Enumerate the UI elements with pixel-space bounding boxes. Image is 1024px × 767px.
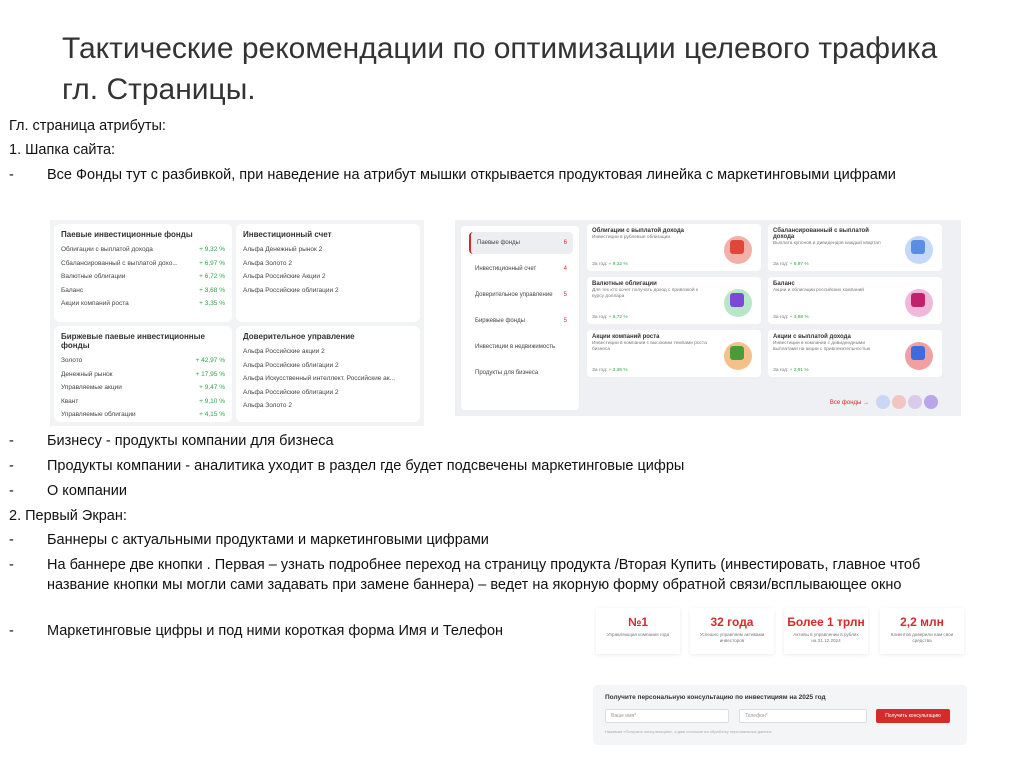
fund-card-desc: Акции и облигации российских компаний — [773, 288, 864, 293]
fund-row[interactable] — [61, 243, 225, 257]
mutual-funds-card — [54, 224, 232, 322]
fund-link[interactable]: Альфа Российские Акции 2 — [243, 273, 326, 281]
stat-value: Более 1 трлн — [787, 615, 865, 629]
fund-card-desc: Инвестиции в компании с дивидендными выплатами на акции с привлекательностью — [773, 341, 871, 352]
funds-menu-screenshot-b — [455, 220, 961, 416]
nav-item-count: 5 — [563, 292, 567, 298]
fund-card-desc: Инвестиции в рублевые облигации — [592, 235, 671, 240]
fund-card-yield — [773, 262, 809, 267]
nav-item[interactable] — [469, 232, 573, 254]
bullet-text: На баннере две кнопки . Первая – узнать подробнее переход на страницу продукта /Вторая Купить (инвестировать, главное чтоб название кнопки мы могли сами задавать при замене баннера) – ведет на якорную форму обратной связи/всплывающее окно — [47, 557, 921, 593]
fund-row[interactable] — [61, 395, 225, 409]
fund-card[interactable] — [587, 277, 761, 324]
nav-item-count: 4 — [563, 266, 567, 272]
bullet-dash: - — [9, 458, 14, 474]
nav-item-label: Биржевые фонды — [475, 318, 525, 324]
fund-card-title: Акции компаний роста — [592, 334, 660, 340]
fund-card[interactable] — [768, 224, 942, 271]
fund-name: Управляемые акции — [61, 384, 122, 392]
fund-row[interactable] — [61, 270, 225, 284]
yield-label: За год: — [592, 368, 608, 373]
phone-input[interactable]: Телефон* — [739, 709, 867, 723]
bullet-dash: - — [9, 167, 14, 183]
fund-yield: + 17,95 % — [195, 370, 225, 378]
fund-name: Баланс — [61, 286, 84, 294]
stat-caption: Управляющая компания года — [606, 632, 670, 637]
fund-link[interactable]: Альфа Денежный рынок 2 — [243, 246, 323, 253]
name-input[interactable]: Ваше имя* — [605, 709, 729, 723]
fund-link[interactable]: Альфа Искусственный интеллект. Российские ак... — [243, 375, 396, 383]
nav-item-count: 6 — [563, 240, 567, 246]
fund-card-desc: Инвестиции в компании с высокими темпами роста бизнеса — [592, 341, 707, 352]
bullet-text: О компании — [47, 483, 127, 499]
bullet-text: Продукты компании - аналитика уходит в раздел где будет подсвечены маркетинговые цифры — [47, 458, 685, 474]
fund-illustration-icon — [901, 230, 937, 266]
fund-name: Квант — [61, 397, 79, 405]
nav-item-label: Инвестиционный счет — [475, 266, 537, 272]
nav-item-label: Продукты для бизнеса — [475, 370, 539, 376]
stat-card — [596, 608, 680, 654]
fund-illustration-icon — [720, 230, 756, 266]
nav-item[interactable] — [469, 310, 573, 332]
fund-name: Валютные облигации — [61, 273, 126, 281]
fund-card[interactable] — [587, 224, 761, 271]
bullet-dash: - — [9, 532, 14, 548]
stat-caption: Успешно управляем активами инвесторов — [699, 632, 765, 643]
card-title: Доверительное управление — [243, 332, 355, 341]
yield-label: За год: — [592, 315, 608, 320]
yield-label: За год: — [773, 262, 789, 267]
section-header: 1. Шапка сайта: — [9, 142, 116, 158]
fund-card-desc: Выплата купонов и дивидендов каждый квартал — [773, 241, 881, 246]
fund-yield: + 9,47 % — [199, 384, 225, 392]
fund-row[interactable] — [61, 408, 225, 422]
nav-item[interactable] — [469, 284, 573, 306]
yield-value: + 6,72 % — [608, 315, 628, 320]
fund-yield: + 3,35 % — [199, 300, 225, 308]
fund-link[interactable]: Альфа Российские облигации 2 — [243, 361, 339, 369]
fund-row[interactable] — [61, 381, 225, 395]
nav-item-label: Доверительное управление — [475, 292, 553, 298]
fund-yield: + 3,68 % — [199, 286, 225, 294]
fund-name: Облигации с выплатой дохода — [61, 246, 153, 253]
bullet-text: Баннеры с актуальными продуктами и маркетинговыми цифрами — [47, 532, 489, 548]
exchange-funds-card — [54, 326, 232, 422]
fund-card-yield — [592, 368, 628, 373]
fund-name: Золото — [61, 357, 83, 364]
fund-yield: + 42,97 % — [195, 357, 225, 364]
form-title: Получите персональную консультацию по инвестициям на 2025 год — [605, 694, 826, 701]
fund-name: Денежный рынок — [61, 370, 113, 378]
fund-card-yield — [592, 262, 628, 267]
yield-value: + 9,32 % — [608, 262, 628, 267]
stat-card — [690, 608, 774, 654]
fund-yield: + 4,15 % — [199, 411, 225, 419]
fund-yield: + 9,32 % — [199, 246, 225, 253]
fund-card-yield — [773, 315, 809, 320]
fund-link[interactable]: Альфа Российские облигации 2 — [243, 388, 339, 396]
stat-caption: Клиентов доверили нам свои средства — [890, 632, 954, 643]
fund-card-yield — [592, 315, 628, 320]
nav-item[interactable] — [469, 258, 573, 280]
yield-label: За год: — [592, 262, 608, 267]
fund-link[interactable]: Альфа Золото 2 — [243, 259, 292, 267]
fund-row[interactable] — [61, 354, 225, 368]
card-title: Биржевые паевые инвестиционные фонды — [61, 332, 205, 350]
investment-account-card — [236, 224, 420, 322]
fund-row[interactable] — [61, 257, 225, 271]
stat-value: 2,2 млн — [900, 615, 944, 629]
bullet-text: Все Фонды тут с разбивкой, при наведение на атрибут мышки открывается продуктовая линейка с маркетинговыми цифрами — [47, 167, 896, 183]
fund-card-title: Сбалансированный с выплатой дохода — [773, 228, 869, 240]
fund-card-desc: Для тех кто хочет получать доход с привязкой к курсу доллара — [592, 288, 698, 299]
bullet-dash: - — [9, 557, 14, 573]
yield-value: + 6,97 % — [789, 262, 809, 267]
fund-yield: + 9,10 % — [199, 397, 225, 405]
fund-card-yield — [773, 368, 809, 373]
nav-item-count: 5 — [563, 318, 567, 324]
bullet-text: Маркетинговые цифры и под ними короткая форма Имя и Телефон — [47, 623, 504, 639]
yield-value: + 2,91 % — [789, 368, 809, 373]
fund-card[interactable] — [587, 330, 761, 377]
fund-name: Управляемые облигации — [61, 411, 136, 419]
consultation-form — [593, 685, 967, 745]
bullet-text: Бизнесу - продукты компании для бизнеса — [47, 433, 334, 449]
trust-management-card — [236, 326, 420, 422]
fund-card-title: Валютные облигации — [592, 281, 657, 287]
fund-card-title: Акции с выплатой дохода — [773, 334, 851, 340]
fund-illustration-icon — [720, 283, 756, 319]
stat-value: №1 — [627, 615, 649, 629]
funds-menu-screenshot-a — [50, 220, 424, 426]
yield-label: За год: — [773, 315, 789, 320]
stat-card — [880, 608, 964, 654]
fund-name: Сбалансированный с выплатой дохо... — [61, 259, 178, 267]
fund-row[interactable] — [61, 297, 225, 311]
bullet-dash: - — [9, 433, 14, 449]
bullet-dash: - — [9, 483, 14, 499]
fund-card[interactable] — [768, 277, 942, 324]
nav-item[interactable] — [469, 362, 573, 384]
stat-value: 32 года — [710, 615, 754, 629]
fund-row[interactable] — [61, 284, 225, 298]
card-title: Инвестиционный счет — [243, 230, 332, 239]
fund-link[interactable]: Альфа Российские акции 2 — [243, 348, 325, 355]
all-funds-link[interactable]: Все фонды → — [829, 400, 869, 406]
consultation-button[interactable]: Получить консультацию — [876, 709, 950, 723]
nav-item[interactable] — [469, 336, 573, 358]
nav-item-label: Инвестиции в недвижимость — [475, 344, 556, 350]
fund-name: Акции компаний роста — [61, 300, 129, 308]
nav-item-label: Паевые фонды — [477, 240, 520, 246]
section-header: 2. Первый Экран: — [9, 508, 127, 524]
slide-title: Тактические рекомендации по оптимизации целевого трафика гл. Страницы. — [62, 32, 938, 106]
yield-value: + 3,68 % — [789, 315, 809, 320]
section-label: Гл. страница атрибуты: — [9, 118, 166, 134]
fund-illustration-icon — [901, 336, 937, 372]
fund-card-title: Баланс — [773, 281, 795, 287]
fund-avatars-icon — [875, 394, 941, 410]
stat-caption: Активы в управлении в рублях на 31.12.2024 — [793, 632, 859, 643]
fund-link[interactable]: Альфа Российские облигации 2 — [243, 286, 339, 294]
bullet-dash: - — [9, 623, 14, 639]
fund-card[interactable] — [768, 330, 942, 377]
yield-label: За год: — [773, 368, 789, 373]
fund-link[interactable]: Альфа Золото 2 — [243, 402, 292, 410]
funds-nav — [461, 226, 579, 410]
legal-note: Нажимая «Получить консультацию», я даю согласие на обработку персональных данных — [605, 729, 772, 734]
fund-illustration-icon — [720, 336, 756, 372]
fund-card-title: Облигации с выплатой дохода — [592, 228, 685, 234]
fund-row[interactable] — [61, 368, 225, 382]
fund-illustration-icon — [901, 283, 937, 319]
fund-yield: + 6,72 % — [199, 273, 225, 281]
card-title: Паевые инвестиционные фонды — [61, 230, 193, 239]
fund-yield: + 6,97 % — [199, 259, 225, 267]
stat-card — [784, 608, 868, 654]
yield-value: + 3,35 % — [608, 368, 628, 373]
